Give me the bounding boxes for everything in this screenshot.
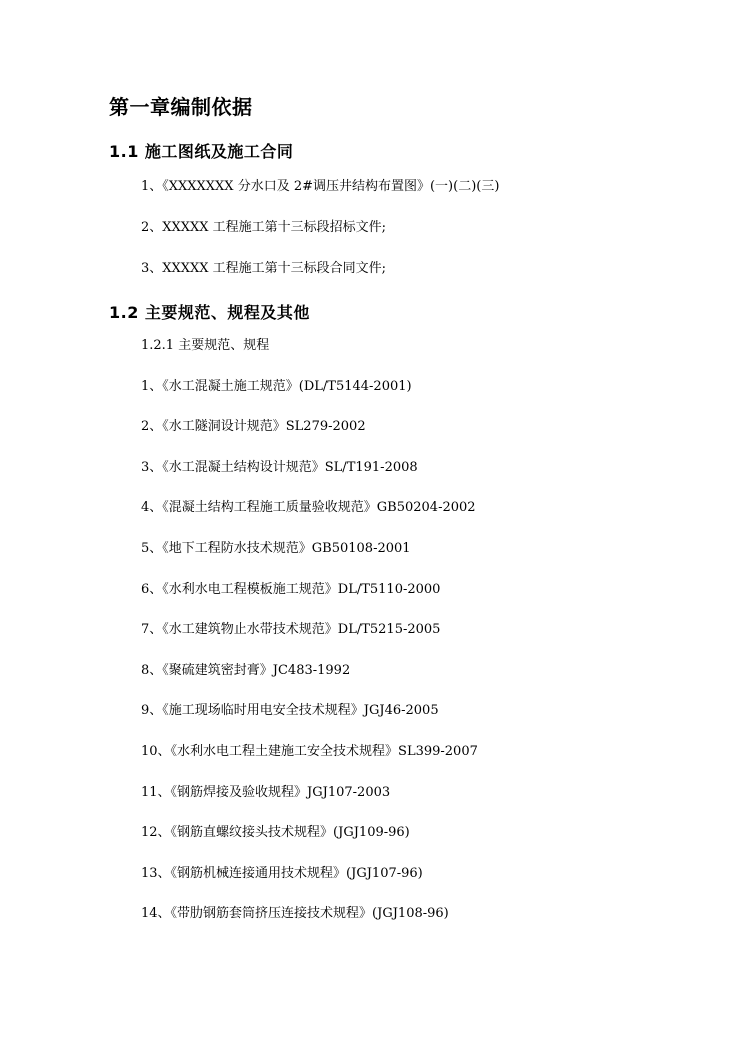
list-item: 9、《施工现场临时用电安全技术规程》JGJ46-2005 xyxy=(141,703,439,719)
list-item: 10、《水利水电工程土建施工安全技术规程》SL399-2007 xyxy=(141,743,478,759)
list-item: 2、《水工隧洞设计规范》SL279-2002 xyxy=(141,419,366,435)
section-heading-1-2: 1.2 主要规范、规程及其他 xyxy=(109,303,310,322)
subsection-heading-1-2-1: 1.2.1 主要规范、规程 xyxy=(141,338,270,353)
list-item: 11、《钢筋焊接及验收规程》JGJ107-2003 xyxy=(141,784,391,800)
list-item: 3、《水工混凝土结构设计规范》SL/T191-2008 xyxy=(141,459,418,475)
list-item: 2、XXXXX 工程施工第十三标段招标文件; xyxy=(141,220,387,235)
chapter-title: 第一章编制依据 xyxy=(109,95,253,119)
list-item: 3、XXXXX 工程施工第十三标段合同文件; xyxy=(141,261,387,276)
list-item: 5、《地下工程防水技术规范》GB50108-2001 xyxy=(141,540,411,556)
list-item: 4、《混凝土结构工程施工质量验收规范》GB50204-2002 xyxy=(141,500,476,516)
list-item: 1、《水工混凝土施工规范》(DL/T5144-2001) xyxy=(141,378,412,394)
list-item: 6、《水利水电工程模板施工规范》DL/T5110-2000 xyxy=(141,581,441,597)
list-item: 1、《XXXXXXX 分水口及 2#调压井结构布置图》(一)(二)(三) xyxy=(141,179,500,194)
list-item: 14、《带肋钢筋套筒挤压连接技术规程》(JGJ108-96) xyxy=(141,906,449,922)
list-item: 12、《钢筋直螺纹接头技术规程》(JGJ109-96) xyxy=(141,825,410,841)
section-1-2-list xyxy=(109,337,744,923)
section-1-1-list xyxy=(109,178,744,278)
list-item: 13、《钢筋机械连接通用技术规程》(JGJ107-96) xyxy=(141,865,423,881)
section-heading-1-1: 1.1 施工图纸及施工合同 xyxy=(109,142,294,161)
list-item: 7、《水工建筑物止水带技术规范》DL/T5215-2005 xyxy=(141,622,441,638)
list-item: 8、《聚硫建筑密封膏》JC483-1992 xyxy=(141,662,351,678)
